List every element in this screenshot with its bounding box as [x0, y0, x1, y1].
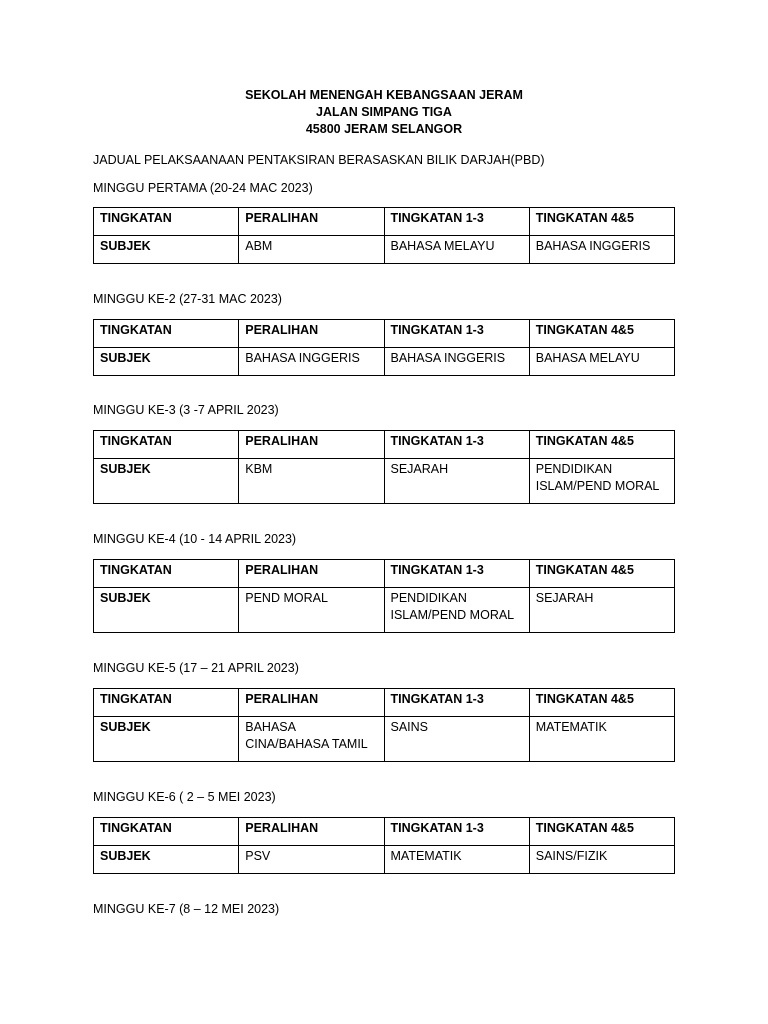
table-cell: PENDIDIKAN ISLAM/PEND MORAL: [529, 459, 674, 504]
column-header: PERALIHAN: [239, 320, 384, 348]
week-heading: MINGGU KE-4 (10 - 14 APRIL 2023): [93, 532, 297, 546]
school-header: [0, 87, 768, 138]
schedule-table: [93, 430, 675, 504]
week-heading: MINGGU KE-2 (27-31 MAC 2023): [93, 292, 282, 306]
table-cell: BAHASA MELAYU: [529, 348, 674, 376]
table-row: [94, 846, 675, 874]
week-heading: MINGGU PERTAMA (20-24 MAC 2023): [93, 181, 313, 195]
column-header: PERALIHAN: [239, 431, 384, 459]
column-header: TINGKATAN: [94, 560, 239, 588]
table-cell: MATEMATIK: [529, 717, 674, 762]
column-header: TINGKATAN 4&5: [529, 320, 674, 348]
schedule-table: [93, 207, 675, 264]
table-cell: BAHASA INGGERIS: [529, 236, 674, 264]
column-header: TINGKATAN 1-3: [384, 689, 529, 717]
column-header: TINGKATAN 1-3: [384, 320, 529, 348]
column-header: TINGKATAN: [94, 818, 239, 846]
schedule-table: [93, 319, 675, 376]
column-header: TINGKATAN: [94, 689, 239, 717]
row-label: SUBJEK: [94, 588, 239, 633]
table-header-row: [94, 560, 675, 588]
table-row: [94, 348, 675, 376]
column-header: PERALIHAN: [239, 818, 384, 846]
school-street: JALAN SIMPANG TIGA: [316, 105, 452, 119]
table-cell: SEJARAH: [529, 588, 674, 633]
column-header: PERALIHAN: [239, 560, 384, 588]
table-header-row: [94, 431, 675, 459]
table-cell: SEJARAH: [384, 459, 529, 504]
column-header: TINGKATAN: [94, 320, 239, 348]
week-heading: MINGGU KE-6 ( 2 – 5 MEI 2023): [93, 790, 276, 804]
week-heading: MINGGU KE-5 (17 – 21 APRIL 2023): [93, 661, 299, 675]
table-cell: PSV: [239, 846, 384, 874]
table-header-row: [94, 689, 675, 717]
column-header: TINGKATAN 4&5: [529, 818, 674, 846]
table-cell: PENDIDIKAN ISLAM/PEND MORAL: [384, 588, 529, 633]
school-name: SEKOLAH MENENGAH KEBANGSAAN JERAM: [245, 88, 523, 102]
schedule-table: [93, 559, 675, 633]
column-header: TINGKATAN 4&5: [529, 431, 674, 459]
table-cell: BAHASA CINA/BAHASA TAMIL: [239, 717, 384, 762]
week-heading: MINGGU KE-7 (8 – 12 MEI 2023): [93, 902, 280, 916]
column-header: PERALIHAN: [239, 689, 384, 717]
column-header: TINGKATAN: [94, 208, 239, 236]
table-row: [94, 588, 675, 633]
table-cell: SAINS/FIZIK: [529, 846, 674, 874]
table-row: [94, 717, 675, 762]
table-cell: PEND MORAL: [239, 588, 384, 633]
table-row: [94, 236, 675, 264]
table-cell: BAHASA INGGERIS: [239, 348, 384, 376]
column-header: TINGKATAN 1-3: [384, 818, 529, 846]
column-header: TINGKATAN 4&5: [529, 208, 674, 236]
table-row: [94, 459, 675, 504]
table-cell: BAHASA INGGERIS: [384, 348, 529, 376]
row-label: SUBJEK: [94, 846, 239, 874]
column-header: TINGKATAN 4&5: [529, 689, 674, 717]
table-header-row: [94, 208, 675, 236]
document-title: JADUAL PELAKSAANAAN PENTAKSIRAN BERASASKAN BILIK DARJAH(PBD): [93, 153, 545, 167]
row-label: SUBJEK: [94, 717, 239, 762]
row-label: SUBJEK: [94, 236, 239, 264]
column-header: TINGKATAN: [94, 431, 239, 459]
row-label: SUBJEK: [94, 348, 239, 376]
row-label: SUBJEK: [94, 459, 239, 504]
table-cell: MATEMATIK: [384, 846, 529, 874]
table-header-row: [94, 320, 675, 348]
column-header: TINGKATAN 4&5: [529, 560, 674, 588]
schedule-table: [93, 688, 675, 762]
column-header: TINGKATAN 1-3: [384, 208, 529, 236]
school-city: 45800 JERAM SELANGOR: [305, 122, 463, 136]
table-cell: SAINS: [384, 717, 529, 762]
week-heading: MINGGU KE-3 (3 -7 APRIL 2023): [93, 403, 279, 417]
schedule-table: [93, 817, 675, 874]
table-header-row: [94, 818, 675, 846]
column-header: TINGKATAN 1-3: [384, 431, 529, 459]
table-cell: KBM: [239, 459, 384, 504]
table-cell: ABM: [239, 236, 384, 264]
table-cell: BAHASA MELAYU: [384, 236, 529, 264]
column-header: PERALIHAN: [239, 208, 384, 236]
column-header: TINGKATAN 1-3: [384, 560, 529, 588]
